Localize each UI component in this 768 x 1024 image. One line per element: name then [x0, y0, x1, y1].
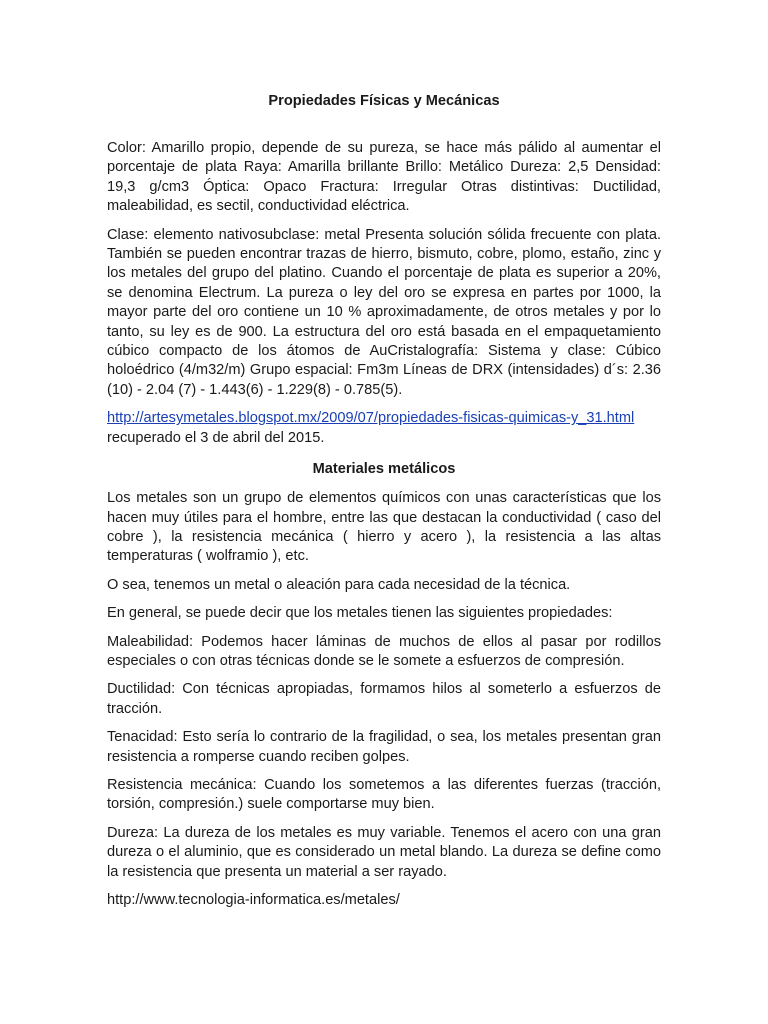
source-block-1	[107, 409, 661, 448]
source-retrieved-note: recuperado el 3 de abril del 2015.	[107, 429, 325, 446]
section-title-materiales: Materiales metálicos	[312, 461, 456, 478]
source-url-tecnologia: http://www.tecnologia-informatica.es/metales/	[107, 892, 400, 908]
paragraph-ductilidad: Ductilidad: Con técnicas apropiadas, formamos hilos al someterlo a esfuerzos de tracción.	[107, 681, 661, 717]
paragraph-propiedades-intro: En general, se puede decir que los metales tienen las siguientes propiedades:	[107, 605, 613, 622]
paragraph-tenacidad: Tenacidad: Esto sería lo contrario de la fragilidad, o sea, los metales presentan gran resistencia a romperse cuando reciben golpes.	[107, 729, 661, 765]
paragraph-dureza: Dureza: La dureza de los metales es muy variable. Tenemos el acero con una gran dureza o el aluminio, que es considerado un metal blando. La dureza se define como la resistencia que presenta un material a ser rayado.	[107, 824, 661, 880]
paragraph-o-sea: O sea, tenemos un metal o aleación para cada necesidad de la técnica.	[107, 576, 571, 593]
section-title-propiedades: Propiedades Físicas y Mecánicas	[268, 93, 500, 109]
paragraph-maleabilidad: Maleabilidad: Podemos hacer láminas de muchos de ellos al pasar por rodillos especiales o con otras técnicas donde se le somete a esfuerzos de compresión.	[107, 633, 661, 669]
source-link-artesymetales[interactable]: http://artesymetales.blogspot.mx/2009/07/propiedades-fisicas-quimicas-y_31.html	[107, 410, 635, 427]
document-page	[107, 92, 661, 910]
paragraph-color: Color: Amarillo propio, depende de su pureza, se hace más pálido al aumentar el porcentaje de plata Raya: Amarilla brillante Brillo: Metálico Dureza: 2,5 Densidad: 19,3 g/cm3 Óptica: Opaco Fractura: Irregular Otras distintivas: Ductilidad, maleabilidad, es sectil, conductividad eléctrica.	[107, 140, 661, 215]
paragraph-clase: Clase: elemento nativosubclase: metal Presenta solución sólida frecuente con plata. También se pueden encontrar trazas de hierro, bismuto, cobre, plomo, estaño, zinc y los metales del grupo del platino. Cuando el porcentaje de plata es superior a 20%, se denomina Electrum. La pureza o ley del oro se expresa en partes por 1000, la mayor parte del oro contiene un 10 % aproximadamente, de otros metales y por lo tanto, su ley es de 900. La estructura del oro está basada en el empaquetamiento cúbico compacto de los átomos de AuCristalografía: Sistema y clase: Cúbico holoédrico (4/m32/m) Grupo espacial: Fm3m Líneas de DRX (intensidades) d´s: 2.36 (10) - 2.04 (7) - 1.443(6) - 1.229(8) - 0.785(5).	[107, 226, 661, 398]
paragraph-intro-metales: Los metales son un grupo de elementos químicos con unas características que los hacen muy útiles para el hombre, entre las que destacan la conductividad ( caso del cobre ), la resistencia mecánica ( hierro y acero ), la resistencia a las altas temperaturas ( wolframio ), etc.	[107, 490, 661, 565]
paragraph-resistencia: Resistencia mecánica: Cuando los sometemos a las diferentes fuerzas (tracción, torsión, compresión.) suele comportarse muy bien.	[107, 776, 661, 813]
